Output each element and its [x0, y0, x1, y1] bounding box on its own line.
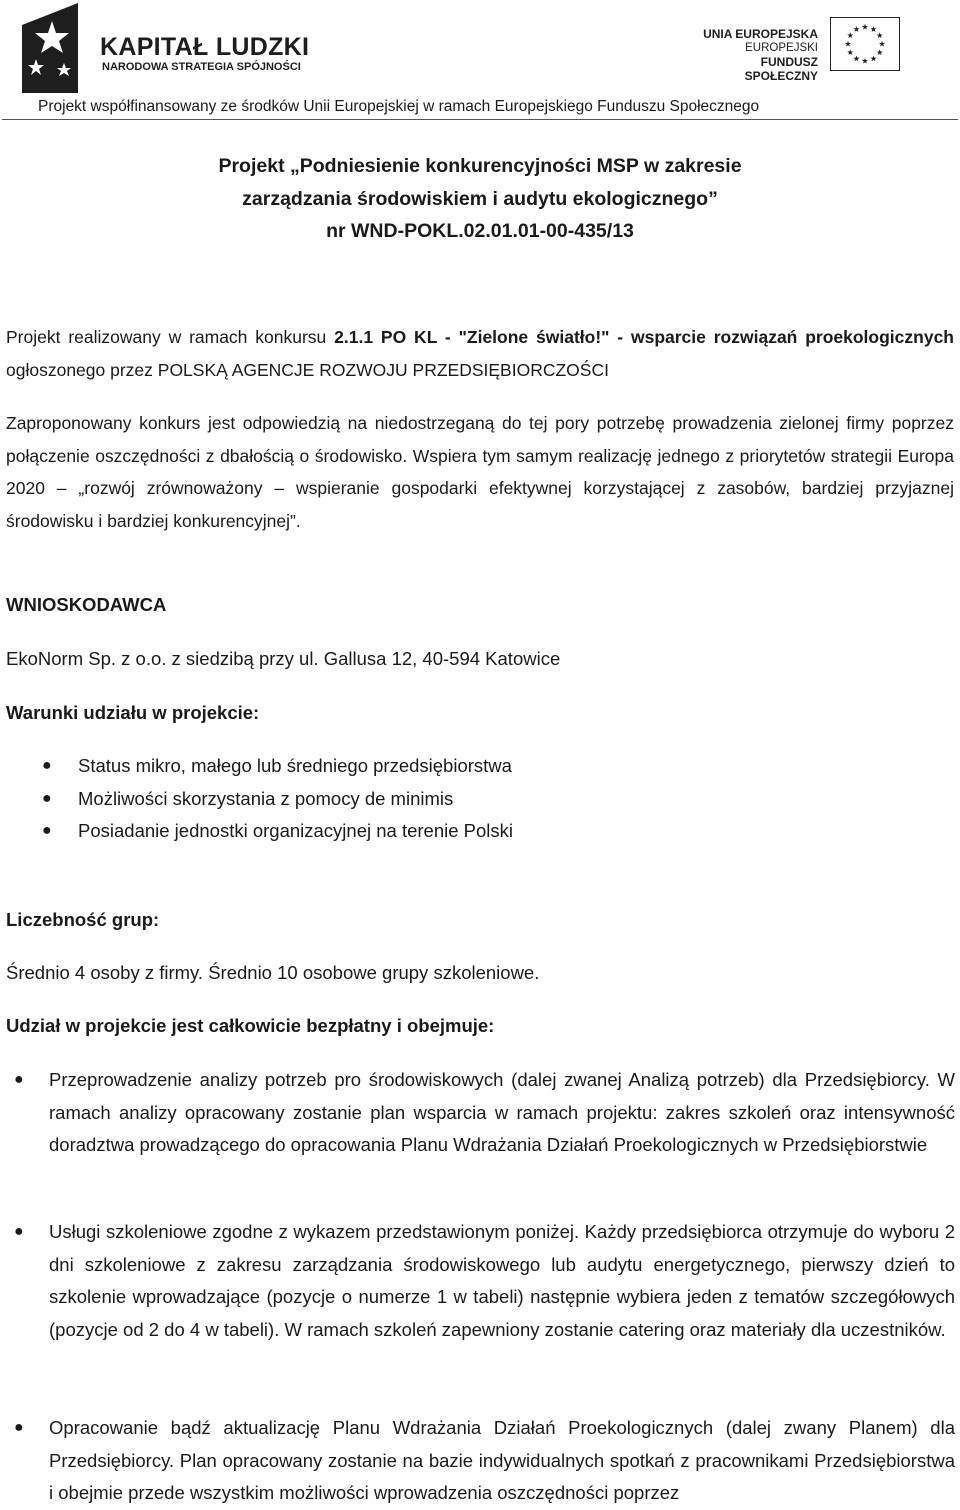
participation-text: Przeprowadzenie analizy potrzeb pro środowiskowych (dalej zwanej Analizą potrzeb) dla Przedsiębiorcy. W ramach analizy opracowany zostanie plan wsparcia w ramach projektu: zakres szkoleń oraz intensywność doradztwa prowadzącego do opracowania Planu Wdrażania Działań Proekologicznych w Przedsiębiorstwie [49, 1069, 955, 1156]
title-line-3: nr WND-POKL.02.01.01-00-435/13 [326, 220, 634, 242]
eu-line-3: FUNDUSZ SPOŁECZNY [744, 55, 818, 83]
participation-heading: Udział w projekcie jest całkowicie bezpłatny i obejmuje: [6, 1015, 495, 1036]
proposal-text-2: Wspiera tym samym realizację jednego z priorytetów strategii Europa 2020 – „rozwój zrównoważony – wspieranie gospodarki efektywnej korzystającej z zasobów, bardziej przyjaznej środowisku i bardziej konkurencyjnej”. [6, 445, 954, 531]
eu-flag-icon [830, 17, 900, 71]
eu-star-icon [862, 58, 868, 64]
applicant-text: EkoNorm Sp. z o.o. z siedzibą przy ul. Gallusa 12, 40-594 Katowice [6, 648, 561, 669]
proposal-text-1: Zaproponowany konkurs jest odpowiedzią na niedostrzeganą do tej pory potrzebę prowadzenia zielonej firmy poprzez połączenie oszczędności z dbałością o środowisko. [6, 413, 954, 466]
participation-text: Opracowanie bądź aktualizację Planu Wdrażania Działań Proekologicznych (dalej zwany Planem) dla Przedsiębiorcy. Plan opracowany zostanie na bazie indywidualnych spotkań z pracownikami Przedsiębiorstwa i obejmie przede wszystkim możliwości wprowadzenia oszczędności poprzez [49, 1417, 955, 1504]
bullet-icon: ● [42, 757, 52, 774]
eu-star-icon [853, 56, 859, 62]
eu-line-1: UNIA EUROPEJSKA [703, 27, 818, 41]
cofinance-notice: Projekt współfinansowany ze środków Unii Europejskiej w ramach Europejskiego Funduszu Społecznego [38, 98, 760, 115]
eu-star-icon [870, 26, 876, 32]
eu-star-icon [847, 32, 853, 38]
conditions-list [0, 750, 960, 848]
bullet-icon: ● [42, 822, 52, 840]
eu-star-icon [877, 32, 883, 38]
bullet-icon: ● [14, 1071, 24, 1088]
list-item [0, 750, 960, 783]
project-title [0, 150, 960, 248]
intro-text-3: ogłoszonego przez POLSKĄ AGENCJE ROZWOJU PRZEDSIĘBIORCZOŚCI [6, 359, 609, 380]
intro-text-1: Projekt realizowany w ramach konkursu [6, 327, 335, 347]
bullet-icon: ● [14, 1419, 24, 1436]
intro-paragraph [6, 321, 954, 386]
bullet-icon: ● [14, 1223, 24, 1240]
condition-text: Status mikro, małego lub średniego przedsiębiorstwa [78, 755, 512, 776]
participation-text: Usługi szkoleniowe zgodne z wykazem przedstawionym poniżej. Każdy przedsiębiorca otrzymuje do wyboru 2 dni szkoleniowe z zakresu zarządzania środowiskowego lub audytu energetycznego, pierwszy dzień to szkolenie wprowadzające (pozycje o numerze 1 w tabeli) następnie wybiera jeden z tematów szczegółowych (pozycje od 2 do 4 w tabeli). W ramach szkoleń zapewniony zostanie catering oraz materiały dla uczestników. [49, 1221, 955, 1341]
eu-star-icon [870, 56, 876, 62]
bullet-icon: ● [42, 789, 52, 807]
eu-star-icon [879, 41, 885, 47]
groups-text: Średnio 4 osoby z firmy. Średnio 10 osobowe grupy szkoleniowe. [6, 962, 540, 983]
title-line-1: Projekt „Podniesienie konkurencyjności MSP w zakresie [218, 155, 742, 177]
condition-text: Możliwości skorzystania z pomocy de minimis [78, 787, 454, 809]
list-item [14, 1412, 955, 1510]
list-item [14, 1064, 955, 1162]
eu-star-icon [877, 49, 883, 55]
eu-star-icon [845, 41, 851, 47]
kapital-ludzki-logo [22, 3, 312, 93]
eu-logo [696, 17, 936, 83]
eu-star-icon [853, 26, 859, 32]
intro-contest-name: 2.1.1 PO KL - "Zielone światło!" - wsparcie rozwiązań proekologicznych [334, 327, 954, 347]
eu-line-2: EUROPEJSKI [745, 42, 818, 54]
title-line-2: zarządzania środowiskiem i audytu ekologicznego” [242, 187, 718, 210]
eu-logo-text [696, 27, 818, 83]
kapital-ludzki-title: KAPITAŁ LUDZKI [100, 33, 310, 61]
page-header [0, 0, 960, 122]
applicant-heading: WNIOSKODAWCA [6, 594, 167, 615]
conditions-heading: Warunki udziału w projekcie: [6, 702, 260, 723]
condition-text: Posiadanie jednostki organizacyjnej na terenie Polski [78, 820, 514, 842]
list-item [0, 815, 960, 848]
list-item [0, 783, 960, 816]
kapital-ludzki-star-icon [22, 3, 78, 93]
eu-star-icon [847, 49, 853, 55]
list-item [14, 1216, 955, 1347]
proposal-paragraph [6, 407, 954, 537]
kapital-ludzki-subtitle: NARODOWA STRATEGIA SPÓJNOŚCI [102, 61, 301, 73]
header-divider [2, 119, 958, 120]
groups-heading: Liczebność grup: [6, 909, 160, 930]
eu-star-icon [862, 24, 868, 30]
